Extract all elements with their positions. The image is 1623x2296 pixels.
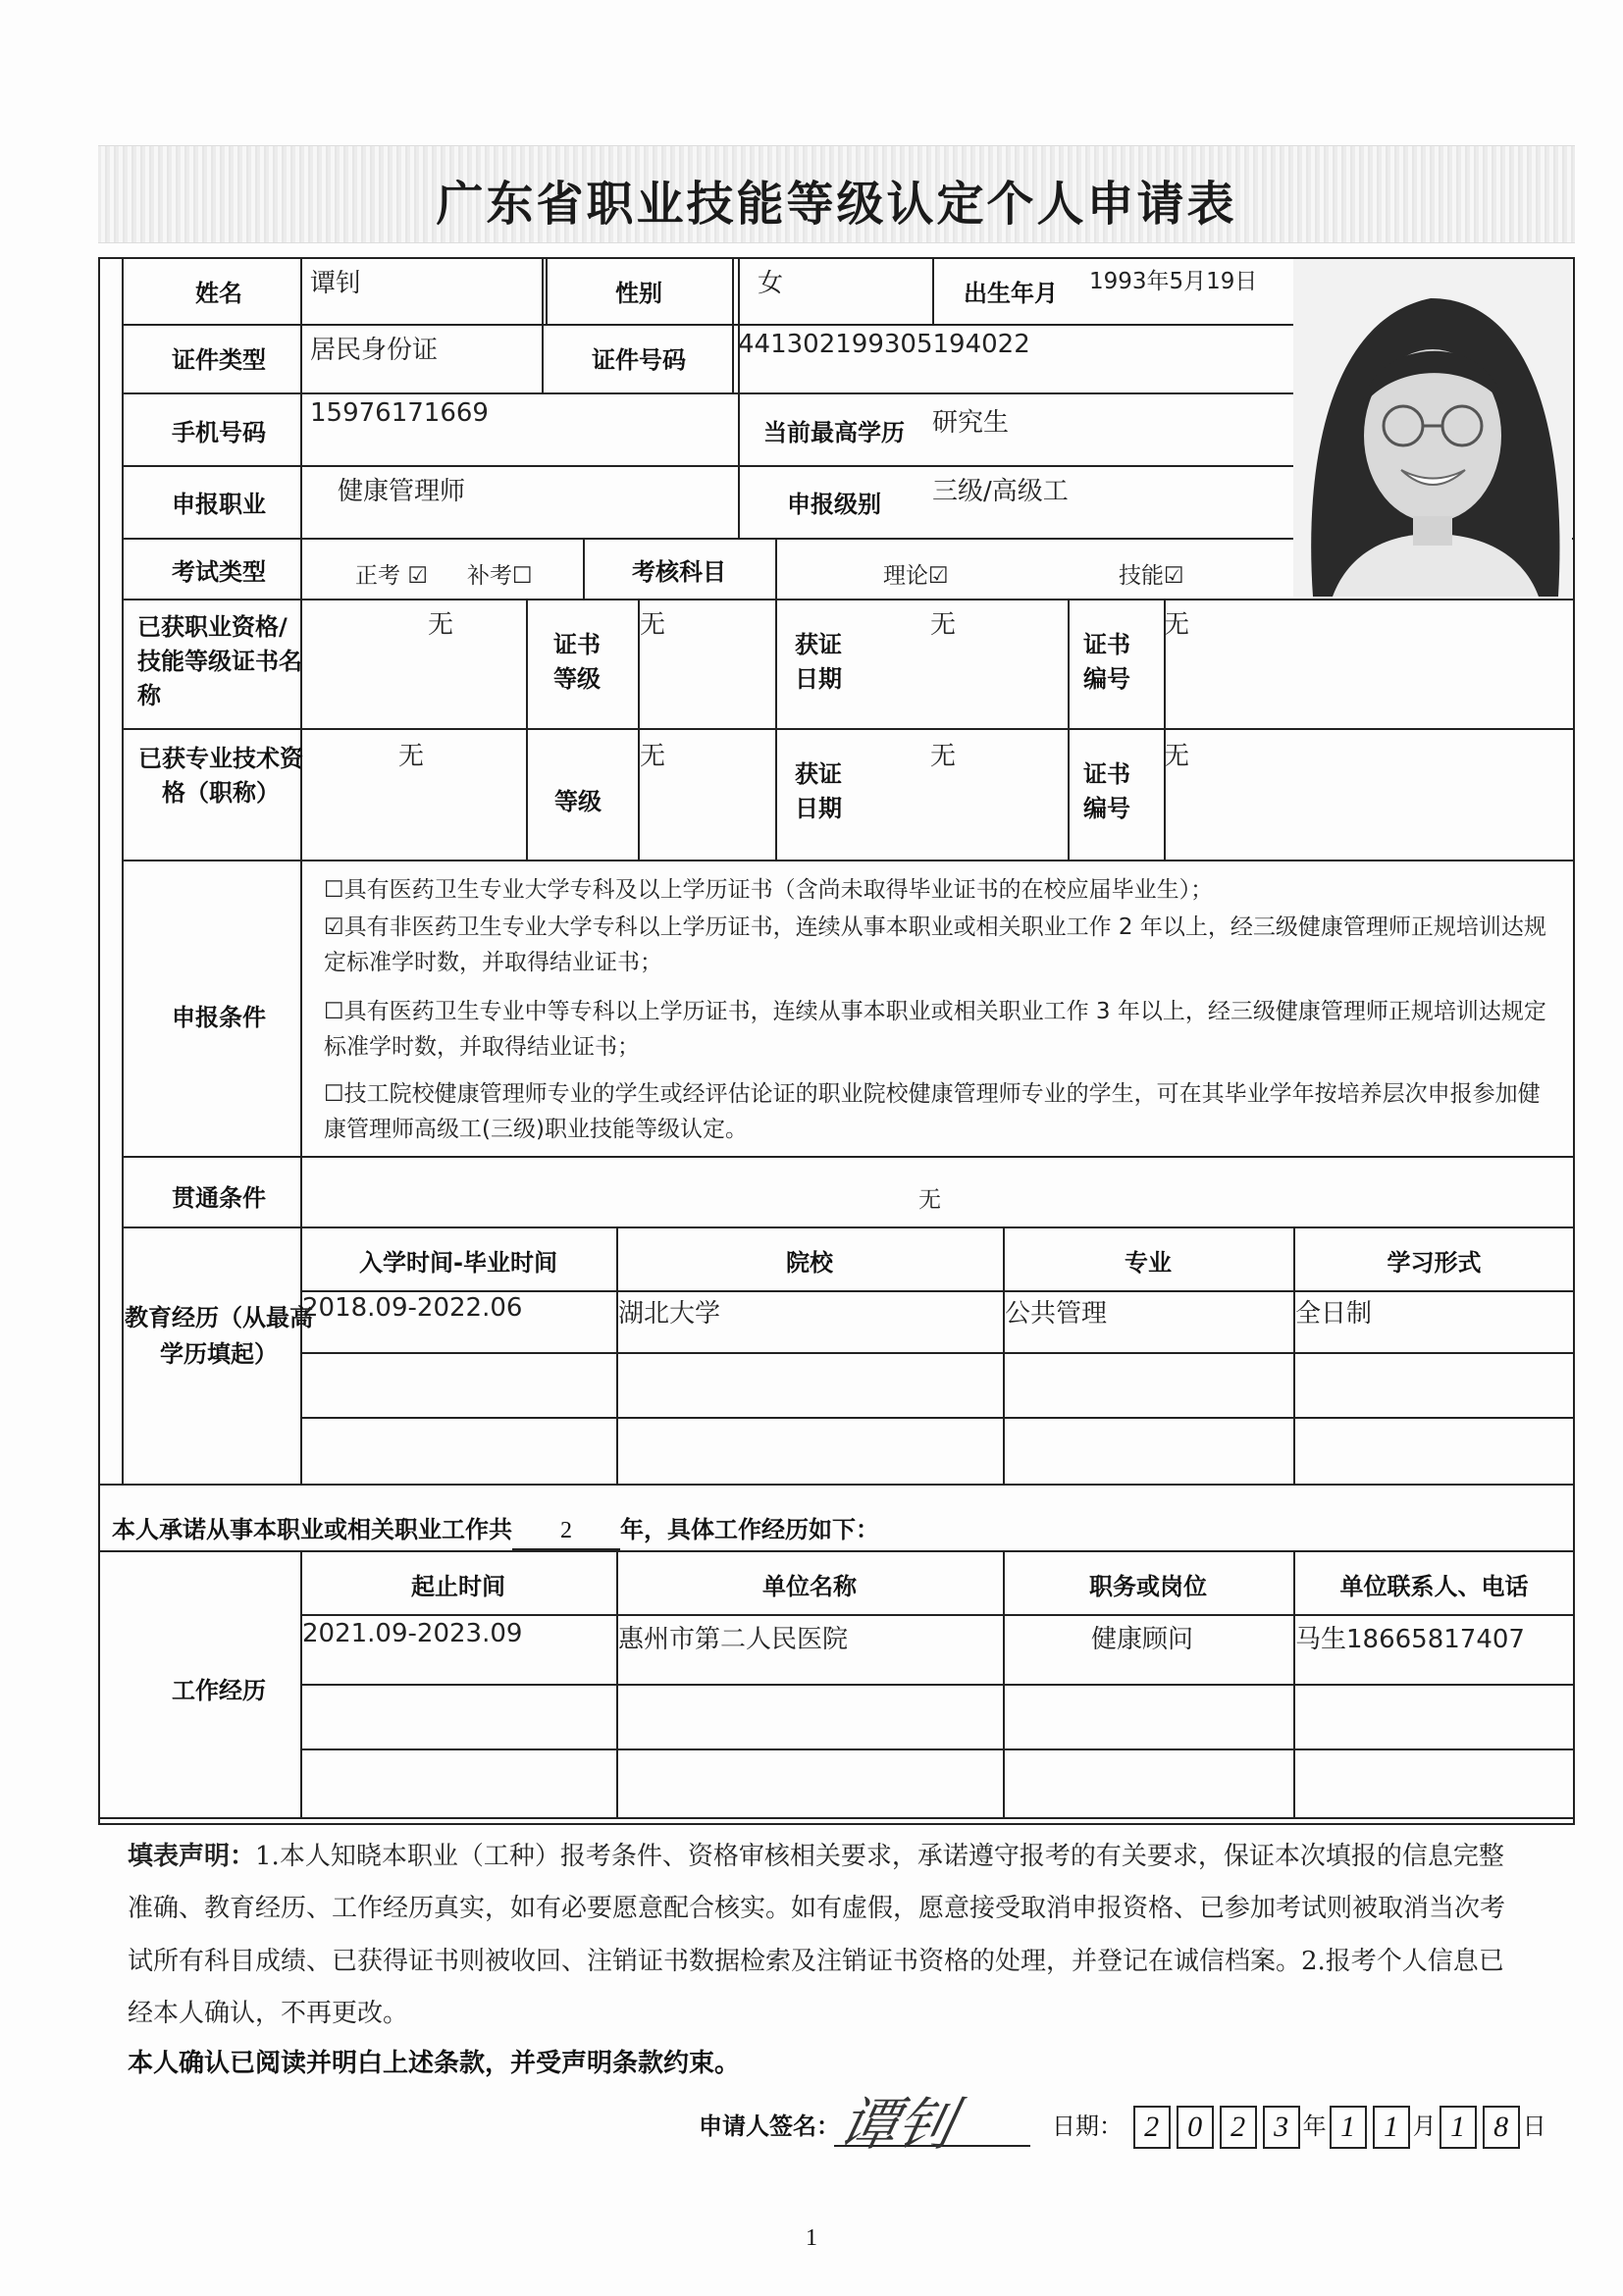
declaration-body: 1.本人知晓本职业（工种）报考条件、资格审核相关要求，承诺遵守报考的有关要求，保证本次填报的信息完整准确、教育经历、工作经历真实，如有必要愿意配合核实。如有虚假，愿意接受取消申报资格、已参加考试则被取消当次考试所有科目成绩、已获得证书则被收回、注销证书数据检索及注销证书资格的处理，并登记在诚信档案。2.报考个人信息已经本人确认，不再更改。 bbox=[128, 1842, 1506, 2028]
idno-value: 441302199305194022 bbox=[738, 330, 1030, 359]
grid-line bbox=[98, 1484, 100, 1817]
pledge-suffix: 年，具体工作经历如下： bbox=[620, 1516, 879, 1543]
exam-type-label: 考试类型 bbox=[172, 558, 266, 586]
education-cell: 公共管理 bbox=[1005, 1299, 1108, 1329]
condition-text: 具有医药卫生专业中等专科以上学历证书，连续从事本职业或相关职业工作 3 年以上，经三级健康管理师正规培训达规定标准学时数，并取得结业证书； bbox=[324, 999, 1546, 1060]
work-label: 工作经历 bbox=[172, 1677, 266, 1704]
exam-skill[interactable] bbox=[1119, 557, 1184, 590]
sign-label: 申请人签名： bbox=[699, 2113, 840, 2140]
exam-theory[interactable] bbox=[883, 557, 949, 590]
name-value: 谭钊 bbox=[310, 269, 362, 298]
date-label: 日期： bbox=[1052, 2113, 1123, 2140]
pledge bbox=[112, 1513, 879, 1550]
condition-text: 技工院校健康管理师专业的学生或经评估论证的职业院校健康管理师专业的学生，可在其毕业学年按培养层次申报参加健康管理师高级工(三级)职业技能等级认定。 bbox=[324, 1081, 1541, 1142]
grid-line bbox=[300, 1748, 1575, 1750]
grid-line bbox=[732, 257, 734, 392]
grid-line bbox=[1068, 599, 1070, 860]
education-header: 院校 bbox=[786, 1249, 833, 1277]
education-label: 教育经历（从最高学历填起） bbox=[125, 1304, 313, 1369]
declaration-text bbox=[128, 1831, 1521, 2040]
exam-theory-label: 理论 bbox=[883, 563, 928, 589]
level-label: 申报级别 bbox=[787, 491, 881, 518]
work-cell: 马生18665817407 bbox=[1295, 1625, 1525, 1654]
grid-line bbox=[98, 1817, 1575, 1819]
pledge-years: 2 bbox=[512, 1514, 620, 1550]
date-digit-box[interactable]: 3 bbox=[1263, 2106, 1300, 2149]
idno-label: 证件号码 bbox=[592, 346, 686, 374]
grid-line bbox=[122, 599, 1575, 600]
condition-item[interactable] bbox=[324, 911, 1552, 980]
grid-line bbox=[122, 465, 1293, 467]
cert2-label: 已获专业技术资格（职称） bbox=[138, 745, 303, 807]
cert1-label: 已获职业资格/技能等级证书名称 bbox=[137, 613, 302, 709]
edu-value: 研究生 bbox=[932, 408, 1010, 438]
condition-checkbox[interactable]: ☐ bbox=[324, 877, 344, 903]
condition-checkbox[interactable]: ☑ bbox=[324, 914, 344, 940]
name-label: 姓名 bbox=[195, 280, 242, 307]
page-title: 广东省职业技能等级认定个人申请表 bbox=[436, 177, 1237, 232]
signature-field[interactable] bbox=[833, 2080, 1030, 2158]
cert1-date: 无 bbox=[930, 610, 957, 640]
phone-value: 15976171669 bbox=[310, 398, 489, 428]
applicant-photo bbox=[1293, 259, 1572, 597]
cert2-date: 无 bbox=[930, 742, 957, 771]
work-cell: 健康顾问 bbox=[1091, 1625, 1194, 1654]
grid-line bbox=[775, 538, 777, 599]
conditions-label: 申报条件 bbox=[172, 1004, 266, 1031]
edu-label: 当前最高学历 bbox=[763, 419, 905, 446]
exam-makeup-checkbox[interactable]: ☐ bbox=[512, 563, 533, 589]
work-header: 起止时间 bbox=[411, 1573, 505, 1600]
exam-normal-label: 正考 bbox=[355, 563, 400, 589]
exam-makeup[interactable] bbox=[467, 557, 533, 590]
grid-line bbox=[122, 1226, 1575, 1228]
pledge-prefix: 本人承诺从事本职业或相关职业工作共 bbox=[112, 1516, 512, 1543]
gender-value: 女 bbox=[758, 269, 784, 298]
work-cell: 2021.09-2023.09 bbox=[302, 1619, 523, 1648]
condition-item[interactable] bbox=[324, 1077, 1552, 1147]
education-header: 专业 bbox=[1125, 1249, 1172, 1277]
cert2-grade-label: 等级 bbox=[554, 788, 602, 815]
grid-line bbox=[542, 257, 544, 392]
education-header: 学习形式 bbox=[1387, 1249, 1482, 1277]
declaration-lead: 填表声明： bbox=[128, 1842, 256, 1871]
exam-normal-checkbox[interactable]: ☑ bbox=[407, 563, 428, 589]
grid-line bbox=[122, 392, 1293, 394]
declaration-confirm: 本人确认已阅读并明白上述条款，并受声明条款约束。 bbox=[128, 2049, 741, 2078]
cert1-grade-label: 证书等级 bbox=[553, 631, 601, 693]
cert2-name: 无 bbox=[398, 742, 425, 771]
birth-label: 出生年月 bbox=[964, 280, 1058, 307]
date-digit-box[interactable]: 0 bbox=[1177, 2106, 1214, 2149]
date-digit-box[interactable]: 1 bbox=[1373, 2106, 1410, 2149]
title-band bbox=[98, 145, 1575, 243]
occupation-value: 健康管理师 bbox=[338, 477, 466, 506]
work-header: 单位名称 bbox=[762, 1573, 857, 1600]
education-cell: 全日制 bbox=[1295, 1299, 1373, 1329]
date-digit-box[interactable]: 2 bbox=[1133, 2106, 1171, 2149]
level-value: 三级/高级工 bbox=[932, 477, 1069, 506]
education-cell: 湖北大学 bbox=[618, 1299, 721, 1329]
cert2-date-label: 获证日期 bbox=[795, 760, 842, 822]
cert1-no-label: 证书编号 bbox=[1083, 631, 1130, 693]
exam-subject-label: 考核科目 bbox=[632, 558, 726, 586]
grid-line bbox=[98, 1550, 1575, 1552]
date-digit-box[interactable]: 2 bbox=[1220, 2106, 1257, 2149]
exam-theory-checkbox[interactable]: ☑ bbox=[928, 563, 949, 589]
grid-line bbox=[98, 1484, 1575, 1486]
work-cell: 惠州市第二人民医院 bbox=[618, 1625, 849, 1654]
grid-line bbox=[300, 1417, 1575, 1419]
condition-checkbox[interactable]: ☐ bbox=[324, 999, 344, 1024]
condition-item[interactable] bbox=[324, 995, 1552, 1065]
education-cell: 2018.09-2022.06 bbox=[302, 1293, 523, 1323]
exam-makeup-label: 补考 bbox=[467, 563, 512, 589]
cert1-date-label: 获证日期 bbox=[795, 631, 842, 693]
date-boxes[interactable] bbox=[1130, 2111, 1546, 2143]
date-unit: 年 bbox=[1302, 2113, 1327, 2140]
cert2-grade: 无 bbox=[640, 742, 666, 771]
exam-skill-checkbox[interactable]: ☑ bbox=[1164, 563, 1184, 589]
gender-label: 性别 bbox=[615, 280, 662, 307]
work-header: 职务或岗位 bbox=[1089, 1573, 1207, 1600]
condition-checkbox[interactable]: ☐ bbox=[324, 1081, 344, 1107]
grid-line bbox=[122, 860, 1575, 861]
grid-line bbox=[300, 1684, 1575, 1686]
grid-line bbox=[122, 1156, 1575, 1158]
grid-line bbox=[300, 1614, 1575, 1616]
date-digit-box[interactable]: 8 bbox=[1483, 2106, 1520, 2149]
date-digit-box[interactable]: 1 bbox=[1440, 2106, 1477, 2149]
cert1-no: 无 bbox=[1164, 610, 1190, 640]
condition-item[interactable] bbox=[324, 873, 1552, 909]
sign-date bbox=[1052, 2106, 1546, 2149]
date-unit: 月 bbox=[1412, 2113, 1437, 2140]
signature: 谭钊 bbox=[833, 2091, 963, 2158]
grid-line bbox=[300, 1290, 1575, 1292]
idtype-value: 居民身份证 bbox=[310, 336, 439, 365]
grid-line bbox=[526, 599, 528, 860]
exam-skill-label: 技能 bbox=[1119, 563, 1164, 589]
condition-text: 具有非医药卫生专业大学专科以上学历证书，连续从事本职业或相关职业工作 2 年以上，经三级健康管理师正规培训达规定标准学时数，并取得结业证书； bbox=[324, 914, 1546, 975]
cert2-no-label: 证书编号 bbox=[1083, 760, 1130, 822]
grid-line bbox=[775, 599, 777, 860]
date-digit-box[interactable]: 1 bbox=[1330, 2106, 1367, 2149]
grid-line bbox=[300, 1352, 1575, 1354]
cert1-name: 无 bbox=[428, 610, 454, 640]
phone-label: 手机号码 bbox=[172, 419, 266, 446]
condition-text: 具有医药卫生专业大学专科及以上学历证书（含尚未取得毕业证书的在校应届毕业生）； bbox=[343, 877, 1214, 903]
education-header: 入学时间-毕业时间 bbox=[359, 1249, 557, 1277]
page-number: 1 bbox=[806, 2225, 817, 2251]
grid-line bbox=[122, 728, 1575, 730]
grid-line bbox=[122, 324, 1293, 326]
cert1-grade: 无 bbox=[640, 610, 666, 640]
date-unit: 日 bbox=[1522, 2113, 1546, 2140]
exam-normal[interactable] bbox=[355, 557, 428, 590]
birth-value: 1993年5月19日 bbox=[1089, 269, 1258, 294]
through-label: 贯通条件 bbox=[172, 1184, 266, 1212]
work-header: 单位联系人、电话 bbox=[1339, 1573, 1529, 1600]
cert2-no: 无 bbox=[1164, 742, 1190, 771]
occupation-label: 申报职业 bbox=[172, 491, 266, 518]
through-value: 无 bbox=[918, 1187, 941, 1213]
idtype-label: 证件类型 bbox=[172, 346, 266, 374]
